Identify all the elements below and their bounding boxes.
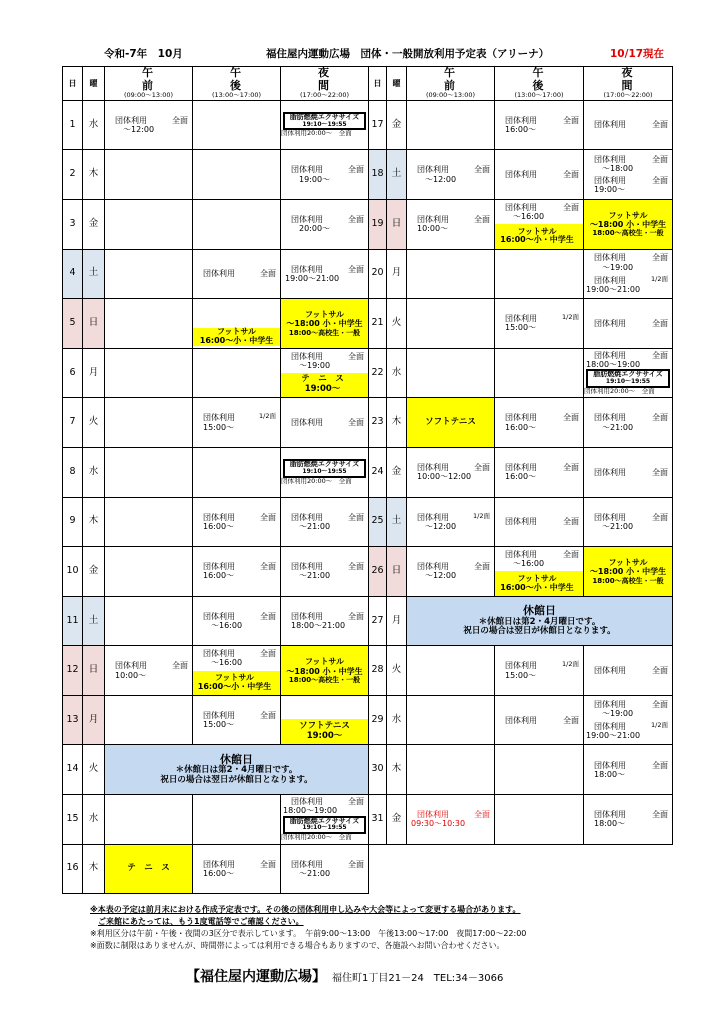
morning-slot xyxy=(105,199,193,249)
table-row xyxy=(63,348,369,398)
weekday: 月 xyxy=(83,695,105,745)
day-number: 22 xyxy=(369,348,387,398)
night-slot: フットサル ～18:00 小・中学生 18:00～高校生・一般 xyxy=(281,299,369,349)
table-row xyxy=(369,695,673,745)
night-slot: 脂肪燃焼エクササイズ 19:10～19:55 団体利用20:00～ 全面 xyxy=(281,100,369,150)
weekday: 火 xyxy=(83,398,105,448)
morning-slot: 団体利用 全面 ～12:00 xyxy=(407,547,495,597)
header-morning: 午 前 (09:00～13:00) xyxy=(407,67,495,101)
weekday: 月 xyxy=(387,596,407,646)
exercise-event: 脂肪燃焼エクササイズ 19:10～19:55 xyxy=(586,369,670,387)
table-row xyxy=(63,398,369,448)
table-row xyxy=(63,249,369,299)
night-slot: 団体利用 全面 xyxy=(584,299,673,349)
afternoon-slot: 団体利用 全面 ～16:00 フットサル 16:00～小・中学生 xyxy=(193,646,281,696)
morning-slot xyxy=(105,150,193,200)
table-row xyxy=(369,150,673,200)
morning-slot: 団体利用 全面 ～12:00 xyxy=(407,150,495,200)
afternoon-slot: 団体利用 1/2面 15:00～ xyxy=(495,299,584,349)
night-slot: 団体利用 全面 18:00～ xyxy=(584,745,673,795)
morning-slot: テ ニ ス xyxy=(105,844,193,894)
day-number: 3 xyxy=(63,199,83,249)
weekday: 金 xyxy=(387,100,407,150)
table-row xyxy=(63,299,369,349)
day-number: 9 xyxy=(63,497,83,547)
futsal-event: フットサル 16:00～小・中学生 xyxy=(495,224,583,248)
table-row xyxy=(63,100,369,150)
morning-slot xyxy=(407,299,495,349)
table-row xyxy=(369,348,673,398)
day-number: 19 xyxy=(369,199,387,249)
afternoon-slot xyxy=(495,745,584,795)
afternoon-slot: 団体利用 全面 16:00～ xyxy=(193,547,281,597)
table-row xyxy=(63,547,369,597)
weekday: 土 xyxy=(387,497,407,547)
night-slot: 団体利用 全面 20:00～ xyxy=(281,199,369,249)
day-number: 4 xyxy=(63,249,83,299)
futsal-event: フットサル 16:00～小・中学生 xyxy=(193,328,280,346)
day-number: 1 xyxy=(63,100,83,150)
afternoon-slot: 団体利用 全面 ～16:00 フットサル 16:00～小・中学生 xyxy=(495,547,584,597)
morning-slot xyxy=(105,497,193,547)
night-slot: 団体利用 全面 xyxy=(584,447,673,497)
facility-address: 福住町1丁目21－24 TEL:34－3066 xyxy=(332,973,504,984)
day-number: 8 xyxy=(63,447,83,497)
weekday: 日 xyxy=(387,547,407,597)
night-slot: 団体利用 全面 ～21:00 xyxy=(281,547,369,597)
day-number: 13 xyxy=(63,695,83,745)
afternoon-slot xyxy=(495,249,584,299)
header-night: 夜 間 (17:00～22:00) xyxy=(281,67,369,101)
weekday: 水 xyxy=(387,348,407,398)
day-number: 20 xyxy=(369,249,387,299)
afternoon-slot xyxy=(495,795,584,845)
morning-slot xyxy=(105,348,193,398)
day-number: 27 xyxy=(369,596,387,646)
month-label: 令和-7年 10月 xyxy=(104,48,183,60)
night-slot: 団体利用 全面 ～21:00 xyxy=(584,497,673,547)
night-slot: 団体利用 全面 xyxy=(281,398,369,448)
afternoon-slot xyxy=(193,150,281,200)
closed-day-notice: 休館日 ＊休館日は第2・4月曜日です。 祝日の場合は翌日が休館日となります。 xyxy=(105,745,369,795)
morning-slot xyxy=(105,447,193,497)
weekday: 土 xyxy=(83,596,105,646)
afternoon-slot: 団体利用 全面 16:00～ xyxy=(193,497,281,547)
weekday: 水 xyxy=(83,100,105,150)
night-slot: 団体利用 全面 ～21:00 xyxy=(281,497,369,547)
table-row xyxy=(63,646,369,696)
afternoon-slot xyxy=(193,348,281,398)
header-day: 日 xyxy=(369,67,387,101)
morning-slot xyxy=(105,299,193,349)
morning-slot xyxy=(407,745,495,795)
afternoon-slot xyxy=(193,100,281,150)
afternoon-slot: 団体利用 全面 xyxy=(495,497,584,547)
header-afternoon: 午 後 (13:00～17:00) xyxy=(193,67,281,101)
morning-slot xyxy=(105,547,193,597)
table-header xyxy=(369,67,673,101)
morning-slot: 団体利用 全面 10:00～12:00 xyxy=(407,447,495,497)
note-line: ※利用区分は午前・午後・夜間の3区分で表示しています。 午前9:00～13:00 午後13:00～17:00 夜間17:00～22:00 xyxy=(90,929,527,938)
futsal-event: フットサル 16:00～小・中学生 xyxy=(193,671,280,695)
day-number: 6 xyxy=(63,348,83,398)
table-row xyxy=(369,497,673,547)
header-night: 夜 間 (17:00～22:00) xyxy=(584,67,673,101)
afternoon-slot: 団体利用 全面 xyxy=(495,150,584,200)
facility-name: 【福住屋内運動広場】 xyxy=(186,969,326,985)
header-weekday: 曜 xyxy=(83,67,105,101)
weekday: 日 xyxy=(83,646,105,696)
afternoon-slot xyxy=(495,348,584,398)
night-slot: 団体利用 全面 18:00～21:00 xyxy=(281,596,369,646)
note-line: ご来館にあたっては、もう1度電話等でご確認ください。 xyxy=(98,917,304,926)
footer xyxy=(186,966,503,986)
header-day: 日 xyxy=(63,67,83,101)
table-header xyxy=(63,67,369,101)
night-slot: フットサル ～18:00 小・中学生 18:00～高校生・一般 xyxy=(584,547,673,597)
note-line: ※本表の予定は前月末における作成予定表です。その後の団体利用申し込みや大会等によって変更する場合があります。 xyxy=(90,905,521,914)
table-row xyxy=(63,497,369,547)
day-number: 26 xyxy=(369,547,387,597)
day-number: 18 xyxy=(369,150,387,200)
afternoon-slot: 団体利用 1/2面 15:00～ xyxy=(193,398,281,448)
weekday: 月 xyxy=(387,249,407,299)
day-number: 11 xyxy=(63,596,83,646)
morning-slot: ソフトテニス xyxy=(407,398,495,448)
day-number: 2 xyxy=(63,150,83,200)
day-number: 24 xyxy=(369,447,387,497)
afternoon-slot xyxy=(193,299,281,349)
header-weekday: 曜 xyxy=(387,67,407,101)
table-row xyxy=(63,596,369,646)
note-line: ※面数に制限はありませんが、時間帯によっては利用できる場合もありますので、各施設へお問い合わせください。 xyxy=(90,941,505,950)
morning-slot xyxy=(105,596,193,646)
night-slot: 団体利用 全面 19:00～ xyxy=(281,150,369,200)
weekday: 火 xyxy=(83,745,105,795)
tennis-event: テ ニ ス 19:00～ xyxy=(281,373,368,397)
night-slot: 団体利用 全面 ～19:00 団体利用 1/2面 19:00～21:00 xyxy=(584,249,673,299)
table-row xyxy=(63,150,369,200)
night-slot: 団体利用 全面 ～19:00 テ ニ ス 19:00～ xyxy=(281,348,369,398)
night-slot: 団体利用 全面 ～19:00 団体利用 1/2面 19:00～21:00 xyxy=(584,695,673,745)
table-row xyxy=(369,745,673,795)
weekday: 土 xyxy=(83,249,105,299)
afternoon-slot: 団体利用 全面 ～16:00 フットサル 16:00～小・中学生 xyxy=(495,199,584,249)
table-row xyxy=(63,844,369,894)
as-of-date: 10/17現在 xyxy=(610,48,665,60)
notes xyxy=(90,904,526,952)
afternoon-slot xyxy=(193,795,281,845)
night-slot: 団体利用 全面 18:00～19:00 脂肪燃焼エクササイズ 19:10～19:55 団体利用20:00～ 全面 xyxy=(281,795,369,845)
schedule-table-right xyxy=(368,66,697,845)
table-row xyxy=(369,795,673,845)
day-number: 5 xyxy=(63,299,83,349)
night-slot: フットサル ～18:00 小・中学生 18:00～高校生・一般 xyxy=(281,646,369,696)
morning-slot xyxy=(407,249,495,299)
table-row xyxy=(63,199,369,249)
day-number: 21 xyxy=(369,299,387,349)
day-number: 23 xyxy=(369,398,387,448)
table-row xyxy=(369,398,673,448)
table-row xyxy=(63,447,369,497)
afternoon-slot: 団体利用 全面 15:00～ xyxy=(193,695,281,745)
morning-slot xyxy=(105,249,193,299)
weekday: 日 xyxy=(83,299,105,349)
night-slot: 団体利用 全面 18:00～ xyxy=(584,795,673,845)
night-slot: 団体利用 全面 ～21:00 xyxy=(584,398,673,448)
table-row xyxy=(369,547,673,597)
header-afternoon: 午 後 (13:00～17:00) xyxy=(495,67,584,101)
weekday: 金 xyxy=(83,199,105,249)
afternoon-slot: 団体利用 全面 xyxy=(495,695,584,745)
table-row xyxy=(369,646,673,696)
table-row xyxy=(63,745,369,795)
weekday: 日 xyxy=(387,199,407,249)
morning-slot: 団体利用 全面 10:00～ xyxy=(407,199,495,249)
weekday: 火 xyxy=(387,299,407,349)
morning-slot: 団体利用 全面 10:00～ xyxy=(105,646,193,696)
closed-day-notice: 休館日 ＊休館日は第2・4月曜日です。 祝日の場合は翌日が休館日となります。 xyxy=(407,596,673,646)
day-number: 28 xyxy=(369,646,387,696)
table-row xyxy=(369,447,673,497)
soft-tennis-event: ソフトテニス 19:00～ xyxy=(281,719,368,745)
morning-slot xyxy=(407,100,495,150)
weekday: 木 xyxy=(83,844,105,894)
morning-slot: 団体利用 全面 09:30～10:30 xyxy=(407,795,495,845)
day-number: 10 xyxy=(63,547,83,597)
table-row xyxy=(369,249,673,299)
weekday: 水 xyxy=(387,695,407,745)
morning-slot xyxy=(105,695,193,745)
day-number: 15 xyxy=(63,795,83,845)
weekday: 土 xyxy=(387,150,407,200)
afternoon-slot: 団体利用 全面 16:00～ xyxy=(495,398,584,448)
night-slot: 団体利用 全面 19:00～21:00 xyxy=(281,249,369,299)
night-slot: 団体利用 全面 18:00～19:00 脂肪燃焼エクササイズ 19:10～19:55 団体利用20:00～ 全面 xyxy=(584,348,673,398)
day-number: 14 xyxy=(63,745,83,795)
morning-slot xyxy=(407,695,495,745)
day-number: 12 xyxy=(63,646,83,696)
exercise-event: 脂肪燃焼エクササイズ 19:10～19:55 xyxy=(283,459,366,477)
night-slot xyxy=(281,695,369,745)
night-slot: 団体利用 全面 ～18:00 団体利用 全面 19:00～ xyxy=(584,150,673,200)
morning-slot: 団体利用 全面 ～12:00 xyxy=(105,100,193,150)
day-number: 29 xyxy=(369,695,387,745)
table-row xyxy=(369,299,673,349)
weekday: 木 xyxy=(387,745,407,795)
weekday: 金 xyxy=(387,795,407,845)
night-slot: 団体利用 全面 xyxy=(584,646,673,696)
weekday: 月 xyxy=(83,348,105,398)
afternoon-slot: 団体利用 全面 16:00～ xyxy=(495,447,584,497)
night-slot: 団体利用 全面 ～21:00 xyxy=(281,844,369,894)
morning-slot xyxy=(105,398,193,448)
exercise-event: 脂肪燃焼エクササイズ 19:10～19:55 xyxy=(283,112,366,130)
afternoon-slot: 団体利用 全面 ～16:00 xyxy=(193,596,281,646)
weekday: 金 xyxy=(387,447,407,497)
morning-slot: 団体利用 1/2面 ～12:00 xyxy=(407,497,495,547)
morning-slot xyxy=(105,795,193,845)
weekday: 火 xyxy=(387,646,407,696)
morning-slot xyxy=(407,348,495,398)
night-slot: 脂肪燃焼エクササイズ 19:10～19:55 団体利用20:00～ 全面 xyxy=(281,447,369,497)
afternoon-slot xyxy=(193,447,281,497)
weekday: 木 xyxy=(83,150,105,200)
table-row xyxy=(369,199,673,249)
afternoon-slot: 団体利用 全面 16:00～ xyxy=(495,100,584,150)
weekday: 木 xyxy=(387,398,407,448)
day-number: 30 xyxy=(369,745,387,795)
afternoon-slot: 団体利用 全面 xyxy=(193,249,281,299)
day-number: 31 xyxy=(369,795,387,845)
table-row xyxy=(369,596,673,646)
weekday: 水 xyxy=(83,795,105,845)
weekday: 木 xyxy=(83,497,105,547)
table-row xyxy=(63,795,369,845)
night-slot: フットサル ～18:00 小・中学生 18:00～高校生・一般 xyxy=(584,199,673,249)
day-number: 25 xyxy=(369,497,387,547)
day-number: 17 xyxy=(369,100,387,150)
afternoon-slot: 団体利用 全面 16:00～ xyxy=(193,844,281,894)
exercise-event: 脂肪燃焼エクササイズ 19:10～19:55 xyxy=(283,816,366,834)
weekday: 金 xyxy=(83,547,105,597)
afternoon-slot xyxy=(193,199,281,249)
night-slot: 団体利用 全面 xyxy=(584,100,673,150)
weekday: 水 xyxy=(83,447,105,497)
day-number: 7 xyxy=(63,398,83,448)
afternoon-slot: 団体利用 1/2面 15:00～ xyxy=(495,646,584,696)
header-morning: 午 前 (09:00～13:00) xyxy=(105,67,193,101)
table-row xyxy=(63,695,369,745)
table-row xyxy=(369,100,673,150)
morning-slot xyxy=(407,646,495,696)
day-number: 16 xyxy=(63,844,83,894)
page-title: 福住屋内運動広場 団体・一般開放利用予定表（アリーナ） xyxy=(266,48,550,60)
futsal-event: フットサル 16:00～小・中学生 xyxy=(495,571,583,595)
